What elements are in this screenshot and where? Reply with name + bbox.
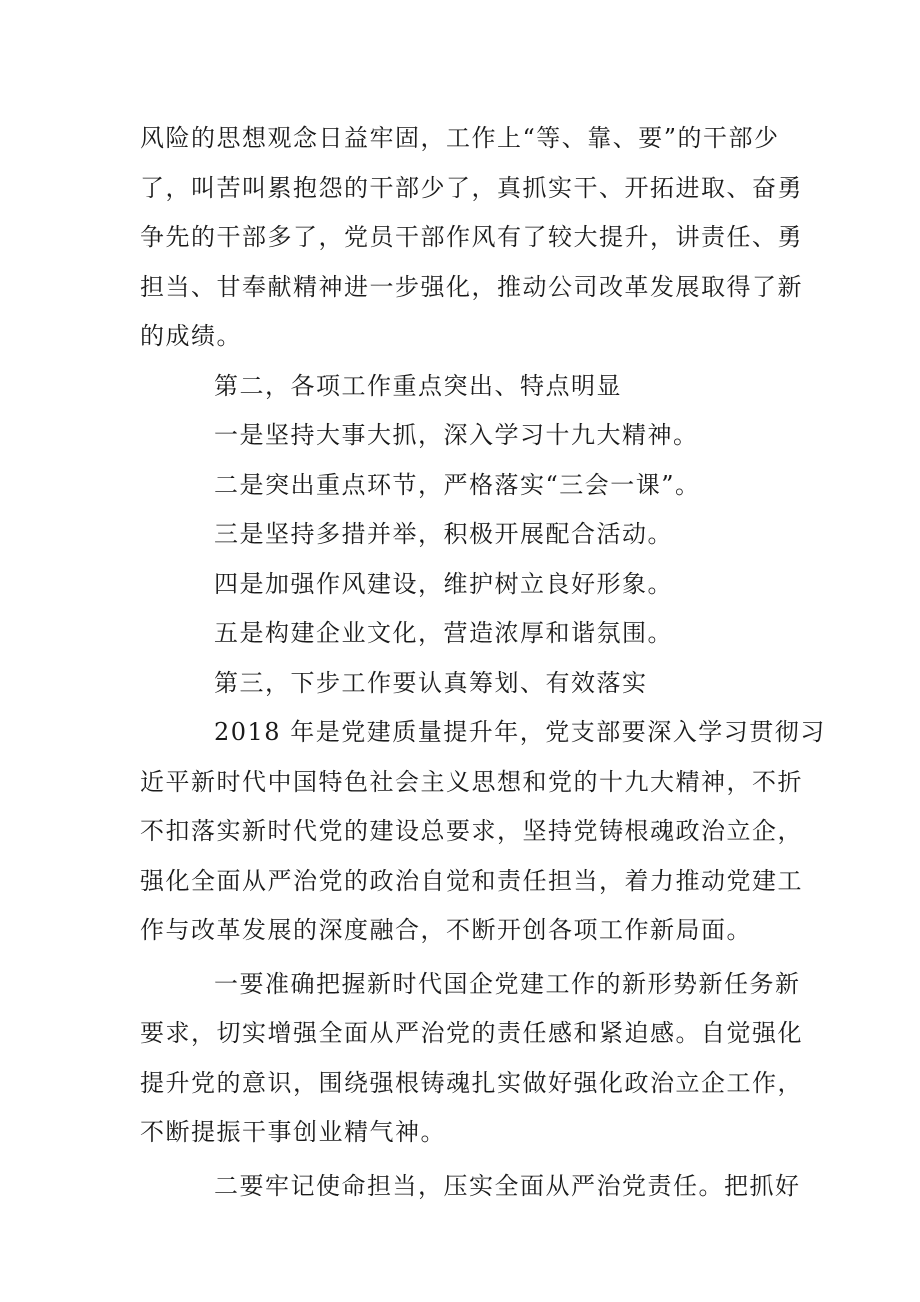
body-text-line: 不扣落实新时代党的建设总要求，坚持党铸根魂政治立企， [140, 817, 803, 845]
list-item: 二是突出重点环节，严格落实“三会一课”。 [214, 470, 701, 499]
paragraph-first-line: 一要准确把握新时代国企党建工作的新形势新任务新 [214, 969, 801, 998]
body-text-line: 的成绩。 [140, 322, 242, 350]
body-text-line: 担当、甘奉献精神进一步强化，推动公司改革发展取得了新 [140, 272, 803, 301]
paragraph-first-line: 二要牢记使命担当，压实全面从严治党责任。把抓好 [214, 1171, 801, 1200]
paragraph-first-line: 2018 年是党建质量提升年，党支部要深入学习贯彻习 [214, 718, 826, 746]
list-item: 五是构建企业文化，营造浓厚和谐氛围。 [214, 619, 673, 647]
body-text-line: 强化全面从严治党的政治自觉和责任担当，着力推动党建工 [140, 866, 803, 895]
body-text-line: 要求，切实增强全面从严治党的责任感和紧迫感。自觉强化 [140, 1019, 803, 1047]
list-item: 三是坚持多措并举，积极开展配合活动。 [214, 520, 673, 548]
list-item: 一是坚持大事大抓，深入学习十九大精神。 [214, 421, 699, 449]
body-text-line: 近平新时代中国特色社会主义思想和党的十九大精神，不折 [140, 767, 803, 796]
body-text-line: 作与改革发展的深度融合，不断开创各项工作新局面。 [140, 916, 752, 944]
body-text-line: 不断提振干事创业精气神。 [140, 1118, 446, 1146]
body-text-line: 了，叫苦叫累抱怨的干部少了，真抓实干、开拓进取、奋勇 [140, 173, 803, 202]
body-text-line: 提升党的意识，围绕强根铸魂扎实做好强化政治立企工作， [140, 1068, 803, 1097]
body-text-line: 风险的思想观念日益牢固，工作上“等、靠、要”的干部少 [140, 124, 780, 152]
document-body [140, 114, 826, 1211]
section-heading: 第三，下步工作要认真筹划、有效落实 [214, 668, 648, 697]
body-text-line: 争先的干部多了，党员干部作风有了较大提升，讲责任、勇 [140, 223, 803, 251]
section-heading: 第二，各项工作重点突出、特点明显 [214, 371, 622, 400]
list-item: 四是加强作风建设，维护树立良好形象。 [214, 569, 673, 598]
